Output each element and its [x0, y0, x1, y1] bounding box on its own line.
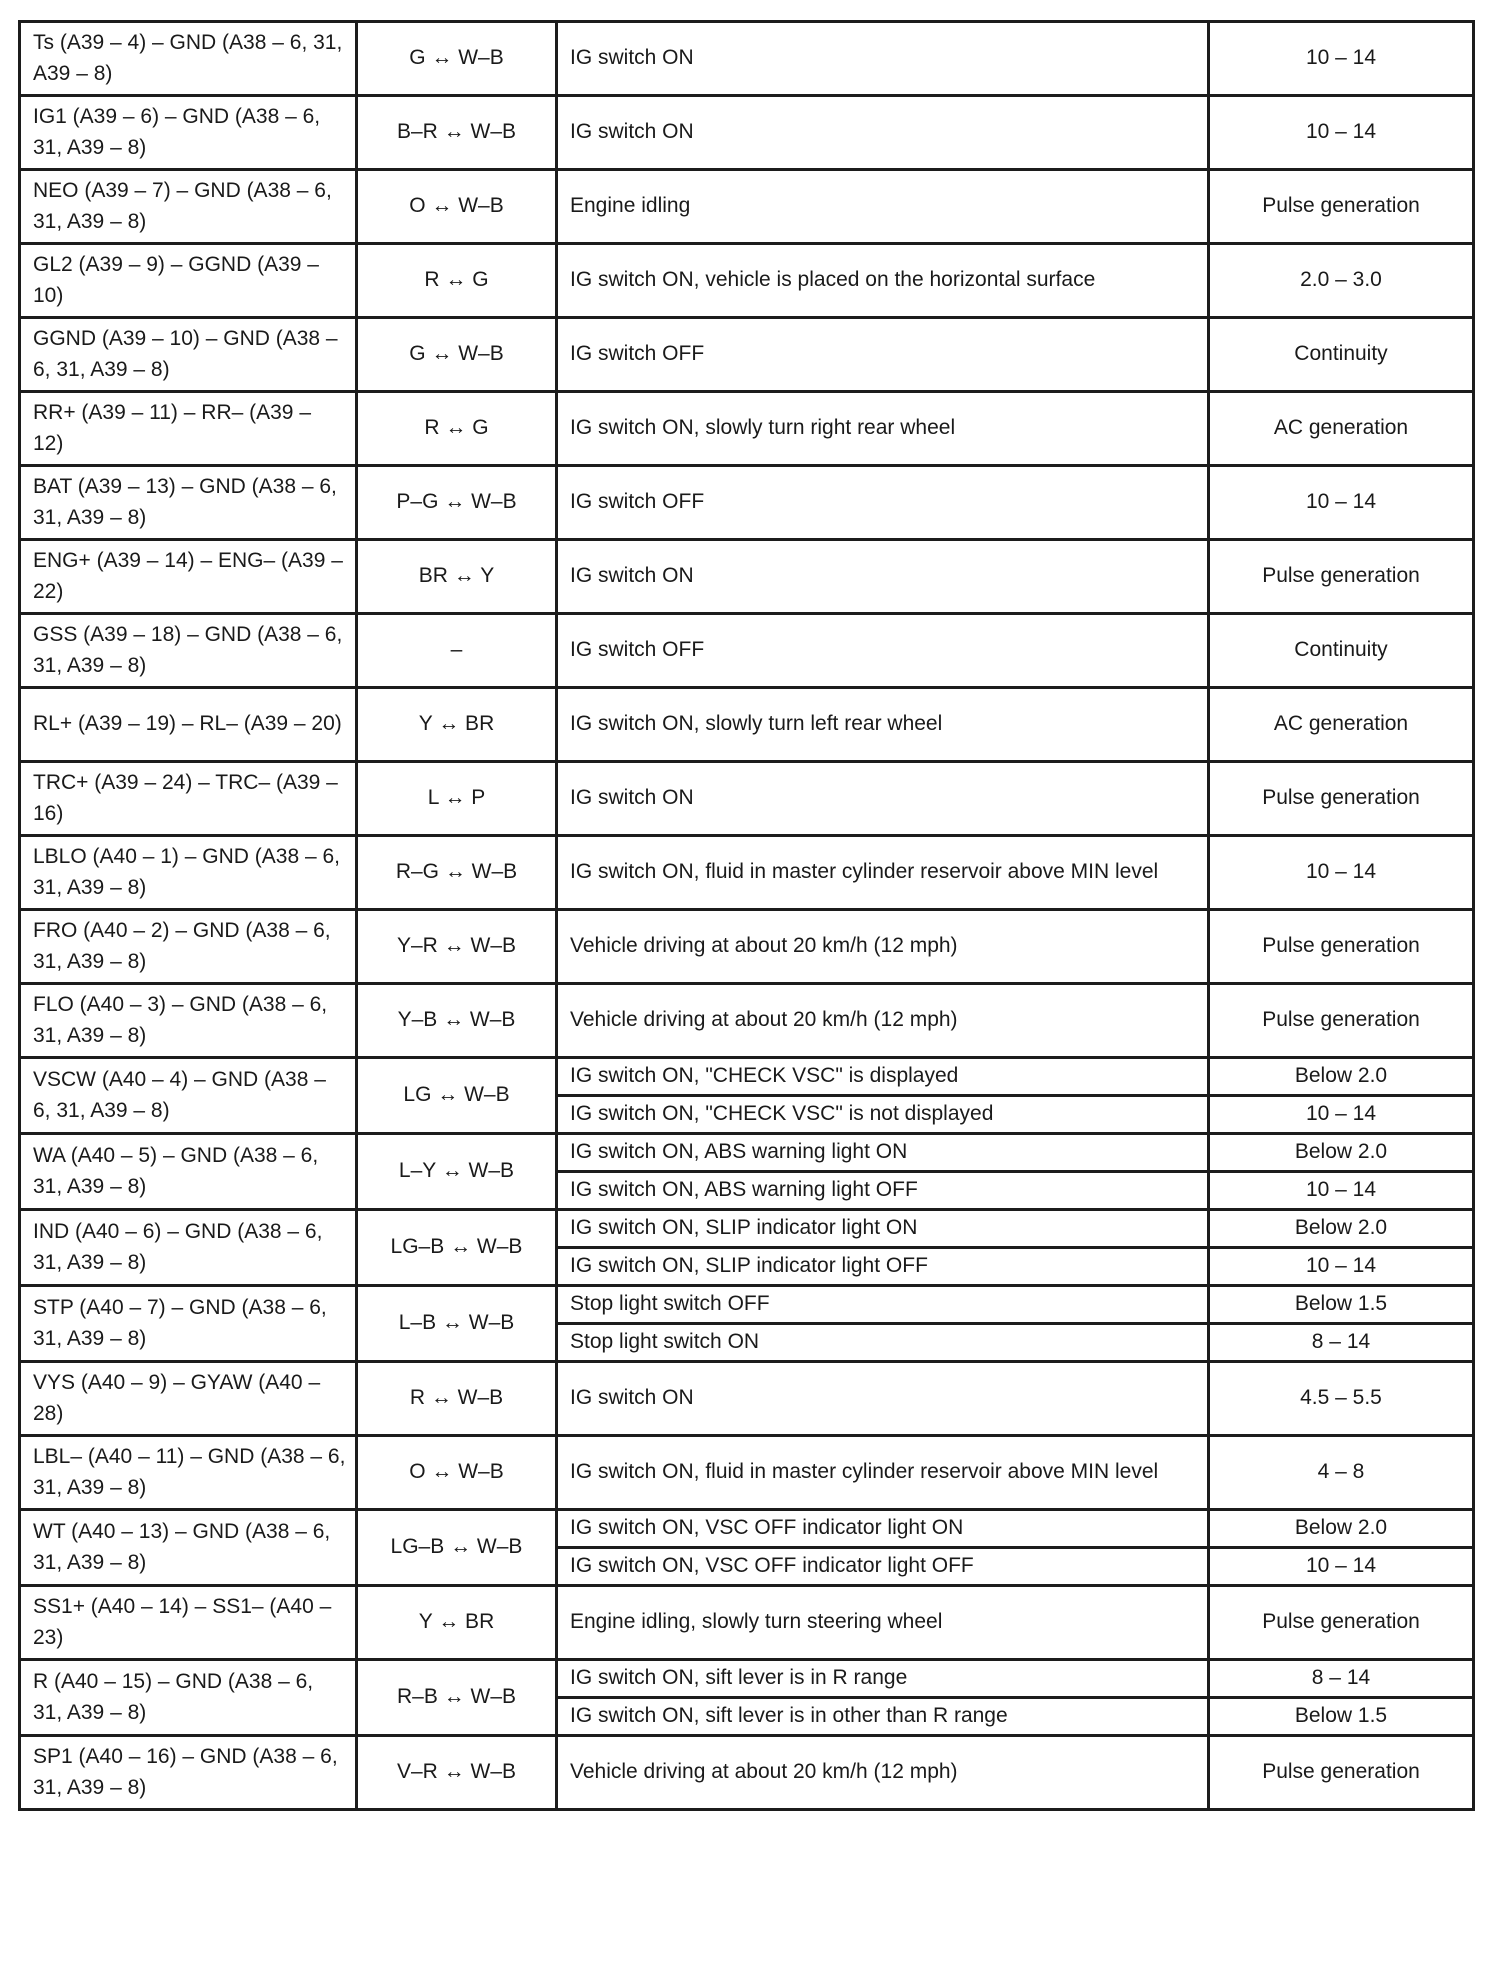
specified-condition-cell: 10 – 14 — [1209, 96, 1474, 170]
specified-condition-cell: Below 2.0 — [1209, 1210, 1474, 1248]
condition-cell: IG switch OFF — [557, 614, 1209, 688]
condition-cell: IG switch ON, sift lever is in other than R range — [557, 1698, 1209, 1736]
specified-condition-cell: 10 – 14 — [1209, 1548, 1474, 1586]
condition-cell: IG switch ON, fluid in master cylinder reservoir above MIN level — [557, 1436, 1209, 1510]
terminal-cell: LBL– (A40 – 11) – GND (A38 – 6, 31, A39 – 8) — [20, 1436, 357, 1510]
table-row — [20, 540, 1474, 614]
specified-condition-cell: 2.0 – 3.0 — [1209, 244, 1474, 318]
table-row — [20, 22, 1474, 96]
terminal-cell: FLO (A40 – 3) – GND (A38 – 6, 31, A39 – 8) — [20, 984, 357, 1058]
specified-condition-cell: Pulse generation — [1209, 540, 1474, 614]
terminal-cell: TRC+ (A39 – 24) – TRC– (A39 – 16) — [20, 762, 357, 836]
specified-condition-cell: Continuity — [1209, 614, 1474, 688]
wire-color-cell: Y–R ↔ W–B — [357, 910, 557, 984]
condition-cell: Vehicle driving at about 20 km/h (12 mph) — [557, 984, 1209, 1058]
table-row — [20, 318, 1474, 392]
wire-color-cell: V–R ↔ W–B — [357, 1736, 557, 1810]
terminal-cell: STP (A40 – 7) – GND (A38 – 6, 31, A39 – 8) — [20, 1286, 357, 1362]
wire-color-cell: R ↔ W–B — [357, 1362, 557, 1436]
wire-color-cell: G ↔ W–B — [357, 318, 557, 392]
terminal-cell: SS1+ (A40 – 14) – SS1– (A40 – 23) — [20, 1586, 357, 1660]
terminal-cell: WT (A40 – 13) – GND (A38 – 6, 31, A39 – 8) — [20, 1510, 357, 1586]
condition-cell: IG switch ON, ABS warning light ON — [557, 1134, 1209, 1172]
table-row — [20, 1134, 1474, 1172]
table-row — [20, 984, 1474, 1058]
wire-color-cell: L ↔ P — [357, 762, 557, 836]
terminal-cell: GSS (A39 – 18) – GND (A38 – 6, 31, A39 – 8) — [20, 614, 357, 688]
table-row — [20, 614, 1474, 688]
condition-cell: IG switch ON — [557, 762, 1209, 836]
table-row — [20, 836, 1474, 910]
condition-cell: IG switch ON, vehicle is placed on the horizontal surface — [557, 244, 1209, 318]
table-row — [20, 1586, 1474, 1660]
table-row — [20, 1362, 1474, 1436]
table-row — [20, 1660, 1474, 1698]
terminal-cell: VSCW (A40 – 4) – GND (A38 – 6, 31, A39 – 8) — [20, 1058, 357, 1134]
condition-cell: IG switch OFF — [557, 466, 1209, 540]
table-row — [20, 762, 1474, 836]
condition-cell: IG switch ON, VSC OFF indicator light ON — [557, 1510, 1209, 1548]
specified-condition-cell: 4 – 8 — [1209, 1436, 1474, 1510]
condition-cell: Vehicle driving at about 20 km/h (12 mph) — [557, 1736, 1209, 1810]
terminal-cell: IG1 (A39 – 6) – GND (A38 – 6, 31, A39 – 8) — [20, 96, 357, 170]
condition-cell: IG switch ON, slowly turn left rear wheel — [557, 688, 1209, 762]
specified-condition-cell: 10 – 14 — [1209, 22, 1474, 96]
specified-condition-cell: AC generation — [1209, 392, 1474, 466]
specified-condition-cell: 10 – 14 — [1209, 836, 1474, 910]
wire-color-cell: LG ↔ W–B — [357, 1058, 557, 1134]
condition-cell: Engine idling, slowly turn steering wheel — [557, 1586, 1209, 1660]
specified-condition-cell: Pulse generation — [1209, 170, 1474, 244]
condition-cell: IG switch ON, "CHECK VSC" is displayed — [557, 1058, 1209, 1096]
wire-color-cell: R ↔ G — [357, 392, 557, 466]
terminal-inspection-table — [18, 20, 1475, 1811]
specified-condition-cell: Pulse generation — [1209, 910, 1474, 984]
wire-color-cell: LG–B ↔ W–B — [357, 1510, 557, 1586]
condition-cell: IG switch ON, slowly turn right rear wheel — [557, 392, 1209, 466]
wire-color-cell: Y ↔ BR — [357, 1586, 557, 1660]
terminal-cell: GL2 (A39 – 9) – GGND (A39 – 10) — [20, 244, 357, 318]
condition-cell: IG switch ON, VSC OFF indicator light OFF — [557, 1548, 1209, 1586]
specified-condition-cell: Below 2.0 — [1209, 1058, 1474, 1096]
terminal-cell: RL+ (A39 – 19) – RL– (A39 – 20) — [20, 688, 357, 762]
condition-cell: IG switch ON — [557, 96, 1209, 170]
condition-cell: IG switch ON, SLIP indicator light ON — [557, 1210, 1209, 1248]
condition-cell: Vehicle driving at about 20 km/h (12 mph) — [557, 910, 1209, 984]
condition-cell: IG switch ON, sift lever is in R range — [557, 1660, 1209, 1698]
table-row — [20, 1058, 1474, 1096]
terminal-cell: NEO (A39 – 7) – GND (A38 – 6, 31, A39 – 8) — [20, 170, 357, 244]
wire-color-cell: – — [357, 614, 557, 688]
specified-condition-cell: 8 – 14 — [1209, 1660, 1474, 1698]
specified-condition-cell: Pulse generation — [1209, 984, 1474, 1058]
wire-color-cell: R–G ↔ W–B — [357, 836, 557, 910]
terminal-cell: Ts (A39 – 4) – GND (A38 – 6, 31, A39 – 8) — [20, 22, 357, 96]
table-row — [20, 910, 1474, 984]
terminal-cell: GGND (A39 – 10) – GND (A38 – 6, 31, A39 – 8) — [20, 318, 357, 392]
condition-cell: IG switch ON, SLIP indicator light OFF — [557, 1248, 1209, 1286]
specified-condition-cell: AC generation — [1209, 688, 1474, 762]
wire-color-cell: B–R ↔ W–B — [357, 96, 557, 170]
specified-condition-cell: Pulse generation — [1209, 1586, 1474, 1660]
condition-cell: Stop light switch ON — [557, 1324, 1209, 1362]
table-row — [20, 392, 1474, 466]
table-row — [20, 170, 1474, 244]
terminal-cell: IND (A40 – 6) – GND (A38 – 6, 31, A39 – 8) — [20, 1210, 357, 1286]
wire-color-cell: BR ↔ Y — [357, 540, 557, 614]
terminal-cell: R (A40 – 15) – GND (A38 – 6, 31, A39 – 8) — [20, 1660, 357, 1736]
condition-cell: Stop light switch OFF — [557, 1286, 1209, 1324]
wire-color-cell: R ↔ G — [357, 244, 557, 318]
table-row — [20, 1436, 1474, 1510]
specified-condition-cell: Pulse generation — [1209, 1736, 1474, 1810]
terminal-cell: ENG+ (A39 – 14) – ENG– (A39 – 22) — [20, 540, 357, 614]
wire-color-cell: G ↔ W–B — [357, 22, 557, 96]
terminal-cell: BAT (A39 – 13) – GND (A38 – 6, 31, A39 – 8) — [20, 466, 357, 540]
specified-condition-cell: 8 – 14 — [1209, 1324, 1474, 1362]
wire-color-cell: O ↔ W–B — [357, 1436, 557, 1510]
table-row — [20, 244, 1474, 318]
terminal-cell: WA (A40 – 5) – GND (A38 – 6, 31, A39 – 8) — [20, 1134, 357, 1210]
table-row — [20, 688, 1474, 762]
table-row — [20, 466, 1474, 540]
terminal-cell: VYS (A40 – 9) – GYAW (A40 – 28) — [20, 1362, 357, 1436]
terminal-cell: SP1 (A40 – 16) – GND (A38 – 6, 31, A39 – 8) — [20, 1736, 357, 1810]
wire-color-cell: P–G ↔ W–B — [357, 466, 557, 540]
condition-cell: Engine idling — [557, 170, 1209, 244]
specified-condition-cell: Below 2.0 — [1209, 1510, 1474, 1548]
table-row — [20, 1210, 1474, 1248]
specified-condition-cell: Continuity — [1209, 318, 1474, 392]
specified-condition-cell: Below 1.5 — [1209, 1698, 1474, 1736]
table-row — [20, 96, 1474, 170]
table-body — [20, 22, 1474, 1810]
terminal-cell: RR+ (A39 – 11) – RR– (A39 – 12) — [20, 392, 357, 466]
terminal-cell: FRO (A40 – 2) – GND (A38 – 6, 31, A39 – 8) — [20, 910, 357, 984]
specified-condition-cell: Below 2.0 — [1209, 1134, 1474, 1172]
wire-color-cell: R–B ↔ W–B — [357, 1660, 557, 1736]
condition-cell: IG switch ON — [557, 540, 1209, 614]
wire-color-cell: LG–B ↔ W–B — [357, 1210, 557, 1286]
condition-cell: IG switch OFF — [557, 318, 1209, 392]
wire-color-cell: L–B ↔ W–B — [357, 1286, 557, 1362]
wire-color-cell: L–Y ↔ W–B — [357, 1134, 557, 1210]
condition-cell: IG switch ON — [557, 1362, 1209, 1436]
condition-cell: IG switch ON, ABS warning light OFF — [557, 1172, 1209, 1210]
terminal-cell: LBLO (A40 – 1) – GND (A38 – 6, 31, A39 – 8) — [20, 836, 357, 910]
condition-cell: IG switch ON, fluid in master cylinder reservoir above MIN level — [557, 836, 1209, 910]
specified-condition-cell: Pulse generation — [1209, 762, 1474, 836]
specified-condition-cell: 10 – 14 — [1209, 1172, 1474, 1210]
table-row — [20, 1286, 1474, 1324]
wire-color-cell: O ↔ W–B — [357, 170, 557, 244]
specified-condition-cell: 10 – 14 — [1209, 1096, 1474, 1134]
condition-cell: IG switch ON — [557, 22, 1209, 96]
wire-color-cell: Y ↔ BR — [357, 688, 557, 762]
wire-color-cell: Y–B ↔ W–B — [357, 984, 557, 1058]
table-row — [20, 1736, 1474, 1810]
condition-cell: IG switch ON, "CHECK VSC" is not displayed — [557, 1096, 1209, 1134]
table-row — [20, 1510, 1474, 1548]
specified-condition-cell: Below 1.5 — [1209, 1286, 1474, 1324]
specified-condition-cell: 10 – 14 — [1209, 1248, 1474, 1286]
specified-condition-cell: 10 – 14 — [1209, 466, 1474, 540]
specified-condition-cell: 4.5 – 5.5 — [1209, 1362, 1474, 1436]
